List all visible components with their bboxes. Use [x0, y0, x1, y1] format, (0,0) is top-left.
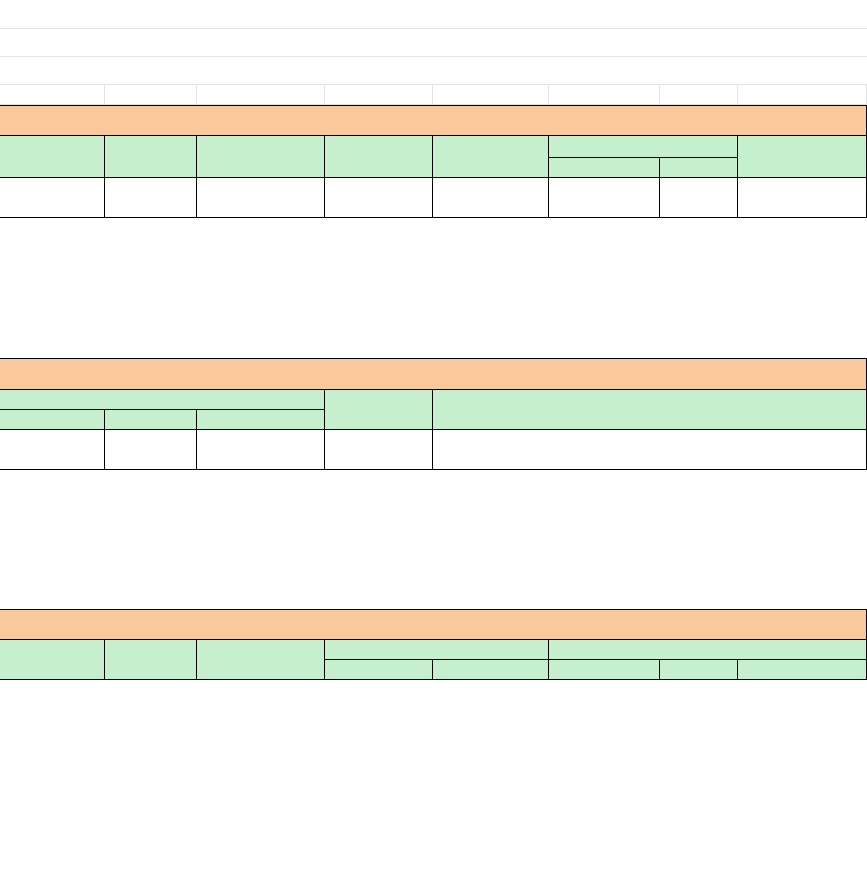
- col-header-s-ilce: [105, 410, 197, 430]
- empty-cell[interactable]: [325, 85, 433, 105]
- cell-sehadet-tarihi[interactable]: [325, 430, 433, 470]
- empty-cell[interactable]: [197, 85, 325, 105]
- empty-cell[interactable]: [105, 85, 197, 105]
- col-header-dogum-yeri: [325, 136, 433, 178]
- group-header-sehadet-yeri: [0, 390, 325, 410]
- col-header-il: [549, 158, 660, 178]
- col-header-soyadi: [197, 136, 325, 178]
- header-line-1: [0, 4, 867, 28]
- cell-dogum-yeri[interactable]: [325, 178, 433, 218]
- gridline: [0, 28, 867, 29]
- col-header-sabit-tel: [325, 660, 433, 680]
- group-header-nufus: [549, 136, 738, 158]
- col-header-s-il: [0, 410, 105, 430]
- empty-cell[interactable]: [660, 85, 738, 105]
- cell-tc-no[interactable]: [0, 178, 105, 218]
- section-title-sehadet: [0, 358, 867, 390]
- cell-s-il[interactable]: [0, 430, 105, 470]
- col-header-ilce: [660, 158, 738, 178]
- col-header-y-soyadi: [105, 640, 197, 680]
- col-header-dogum-tarihi: [433, 136, 549, 178]
- col-header-y-adi: [0, 640, 105, 680]
- group-header-ikamet: [549, 640, 867, 660]
- empty-cell[interactable]: [738, 85, 867, 105]
- header-line-3: [0, 58, 867, 84]
- col-header-tc-no: [0, 136, 105, 178]
- section-title-sehit: [0, 105, 867, 136]
- col-header-sehadet-tarihi: [325, 390, 433, 430]
- empty-cell[interactable]: [0, 85, 105, 105]
- col-header-yakinlik: [197, 640, 325, 680]
- empty-cell[interactable]: [549, 85, 660, 105]
- cell-soyadi[interactable]: [197, 178, 325, 218]
- group-header-iletisim: [325, 640, 549, 660]
- col-header-adi: [105, 136, 197, 178]
- cell-il[interactable]: [549, 178, 660, 218]
- col-header-yurtdisi: [197, 410, 325, 430]
- col-header-cep-tel: [433, 660, 549, 680]
- cell-adi[interactable]: [105, 178, 197, 218]
- cell-dogum-tarihi[interactable]: [433, 178, 549, 218]
- col-header-rutbe: [738, 136, 867, 178]
- col-header-ili: [549, 660, 660, 680]
- section-title-yakini: [0, 609, 867, 640]
- empty-cell[interactable]: [433, 85, 549, 105]
- cell-yurtdisi[interactable]: [197, 430, 325, 470]
- col-header-ikamet-adresi: [738, 660, 867, 680]
- cell-rutbe[interactable]: [738, 178, 867, 218]
- header-line-2: [0, 30, 867, 56]
- cell-olay-ozeti[interactable]: [433, 430, 867, 470]
- gridline: [0, 56, 867, 57]
- cell-s-ilce[interactable]: [105, 430, 197, 470]
- cell-ilce[interactable]: [660, 178, 738, 218]
- col-header-ilcesi: [660, 660, 738, 680]
- col-header-olay-ozeti: [433, 390, 867, 430]
